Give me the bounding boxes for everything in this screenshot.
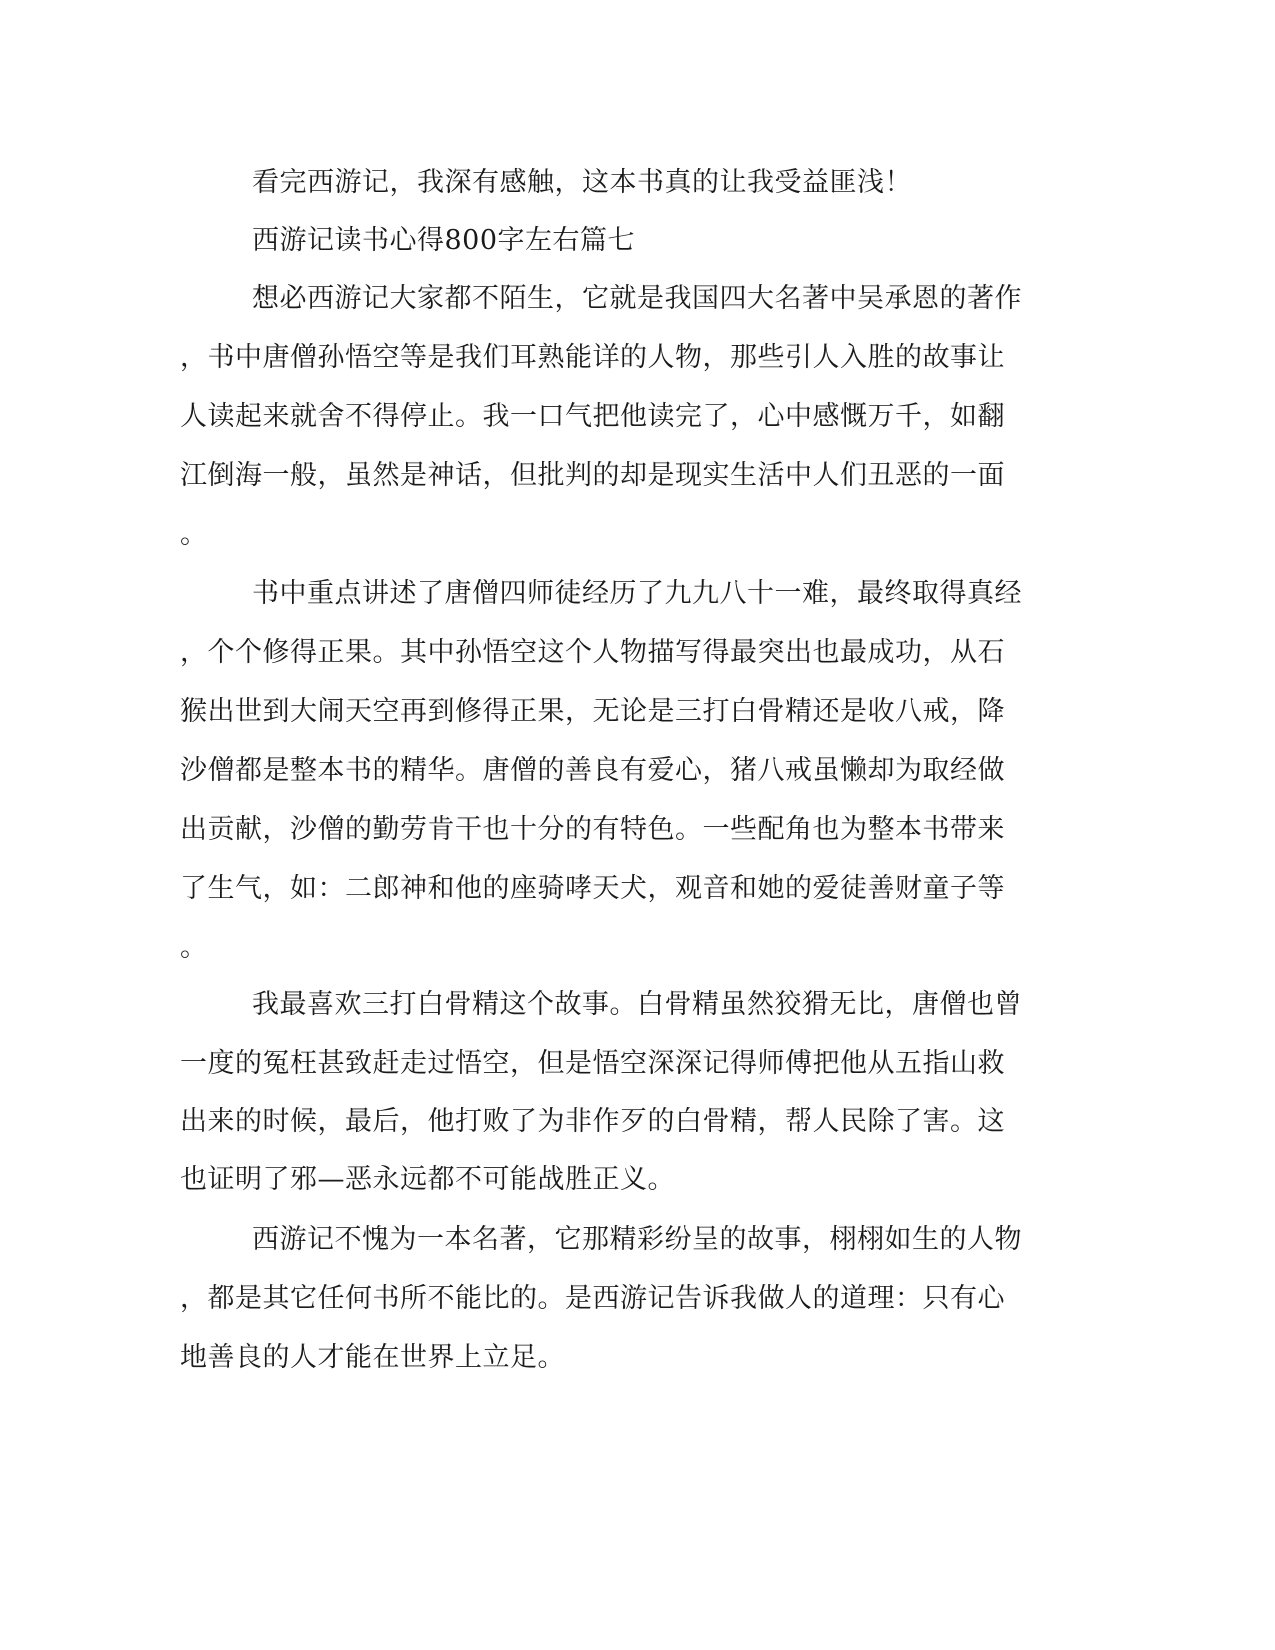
text-line: 人读起来就舍不得停止。我一口气把他读完了，心中感慨万千，如翻	[180, 401, 1005, 432]
text-line: 西游记不愧为一本名著，它那精彩纷呈的故事，栩栩如生的人物	[252, 1224, 1022, 1255]
text-line: 我最喜欢三打白骨精这个故事。白骨精虽然狡猾无比，唐僧也曾	[252, 989, 1022, 1020]
text-line: 江倒海一般，虽然是神话，但批判的却是现实生活中人们丑恶的一面	[180, 460, 1005, 491]
text-line: 地善良的人才能在世界上立足。	[180, 1342, 565, 1373]
text-line: 。	[180, 519, 208, 550]
text-line: 沙僧都是整本书的精华。唐僧的善良有爱心，猪八戒虽懒却为取经做	[180, 755, 1005, 786]
text-line: 想必西游记大家都不陌生，它就是我国四大名著中吴承恩的著作	[252, 283, 1022, 314]
text-line: 了生气，如：二郎神和他的座骑哮天犬，观音和她的爱徒善财童子等	[180, 873, 1005, 904]
section-heading: 西游记读书心得800字左右篇七	[252, 225, 636, 256]
text-line: ，个个修得正果。其中孙悟空这个人物描写得最突出也最成功，从石	[180, 637, 1005, 668]
text-line: 猴出世到大闹天空再到修得正果，无论是三打白骨精还是收八戒，降	[180, 696, 1005, 727]
text-line: 一度的冤枉甚致赶走过悟空，但是悟空深深记得师傅把他从五指山救	[180, 1048, 1005, 1079]
text-line: 看完西游记，我深有感触，这本书真的让我受益匪浅！	[252, 167, 912, 198]
text-line: 书中重点讲述了唐僧四师徒经历了九九八十一难，最终取得真经	[252, 578, 1022, 609]
text-line: ，书中唐僧孙悟空等是我们耳熟能详的人物，那些引人入胜的故事让	[180, 342, 1005, 373]
text-line: 。	[180, 932, 208, 963]
text-line: 出来的时候，最后，他打败了为非作歹的白骨精，帮人民除了害。这	[180, 1106, 1005, 1137]
text-line: ，都是其它任何书所不能比的。是西游记告诉我做人的道理：只有心	[180, 1283, 1005, 1314]
text-line: 出贡献，沙僧的勤劳肯干也十分的有特色。一些配角也为整本书带来	[180, 814, 1005, 845]
text-line: 也证明了邪—恶永远都不可能战胜正义。	[180, 1164, 675, 1195]
